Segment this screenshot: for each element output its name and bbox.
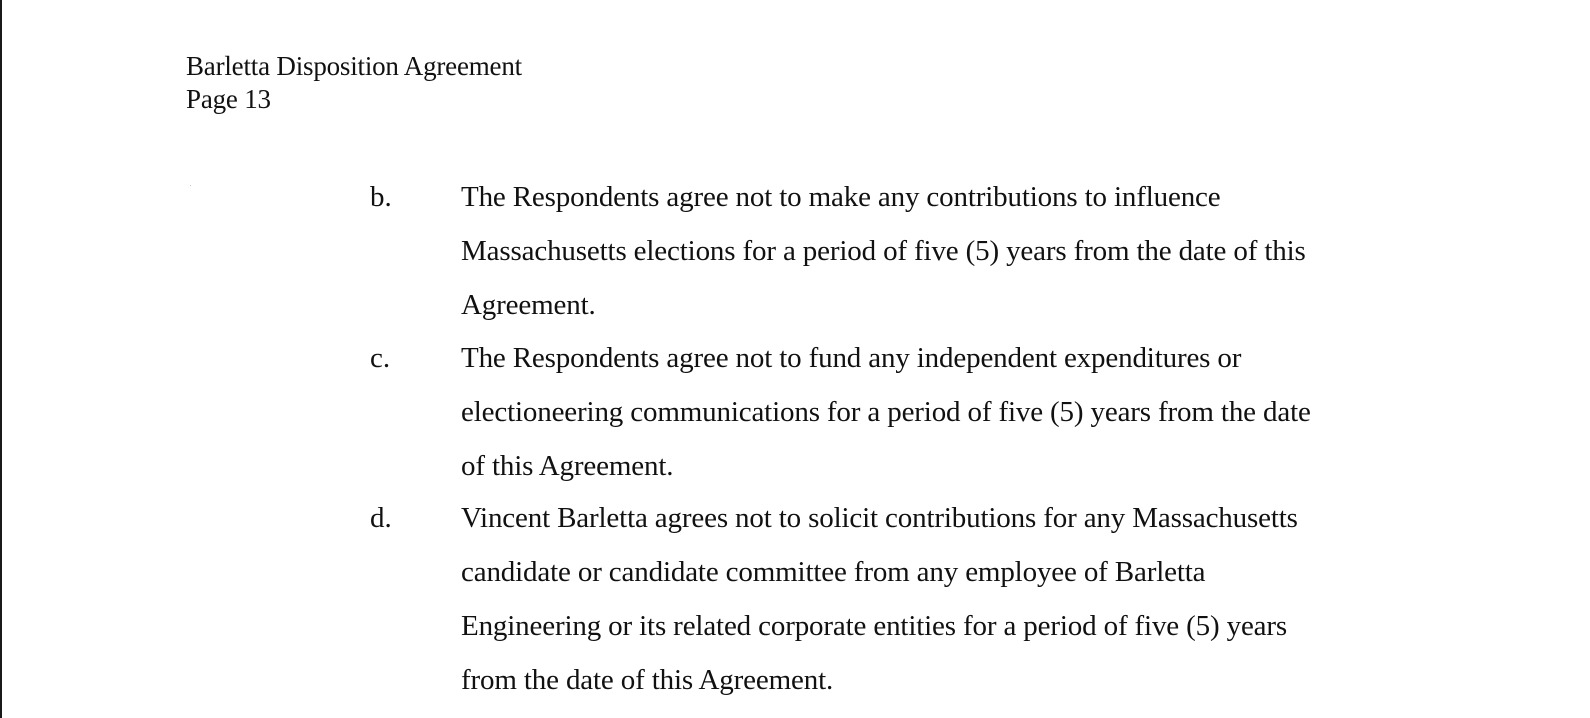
header-title: Barletta Disposition Agreement <box>186 51 522 81</box>
list-item-line: of this Agreement. <box>461 450 674 482</box>
list-item-line: The Respondents agree not to make any contributions to influence <box>461 181 1221 213</box>
running-header <box>186 50 522 116</box>
header-page-number: Page 13 <box>186 84 271 114</box>
list-item-label: c. <box>370 342 391 374</box>
list-item-line: candidate or candidate committee from any employee of Barletta <box>461 556 1206 588</box>
list-item-line: Massachusetts elections for a period of five (5) years from the date of this <box>461 235 1306 267</box>
list-item-line: The Respondents agree not to fund any independent expenditures or <box>461 342 1242 374</box>
list-item-label: b. <box>370 181 392 213</box>
list-item-line: Engineering or its related corporate entities for a period of five (5) years <box>461 610 1288 642</box>
list-item-line: Vincent Barletta agrees not to solicit contributions for any Massachusetts <box>461 502 1298 534</box>
scan-speck <box>190 185 191 186</box>
list-item-line: Agreement. <box>461 289 596 321</box>
list-item-line: from the date of this Agreement. <box>461 664 834 696</box>
list-item-line: electioneering communications for a period of five (5) years from the date <box>461 396 1311 428</box>
page-left-border <box>0 0 2 718</box>
list-item-label: d. <box>370 502 392 534</box>
